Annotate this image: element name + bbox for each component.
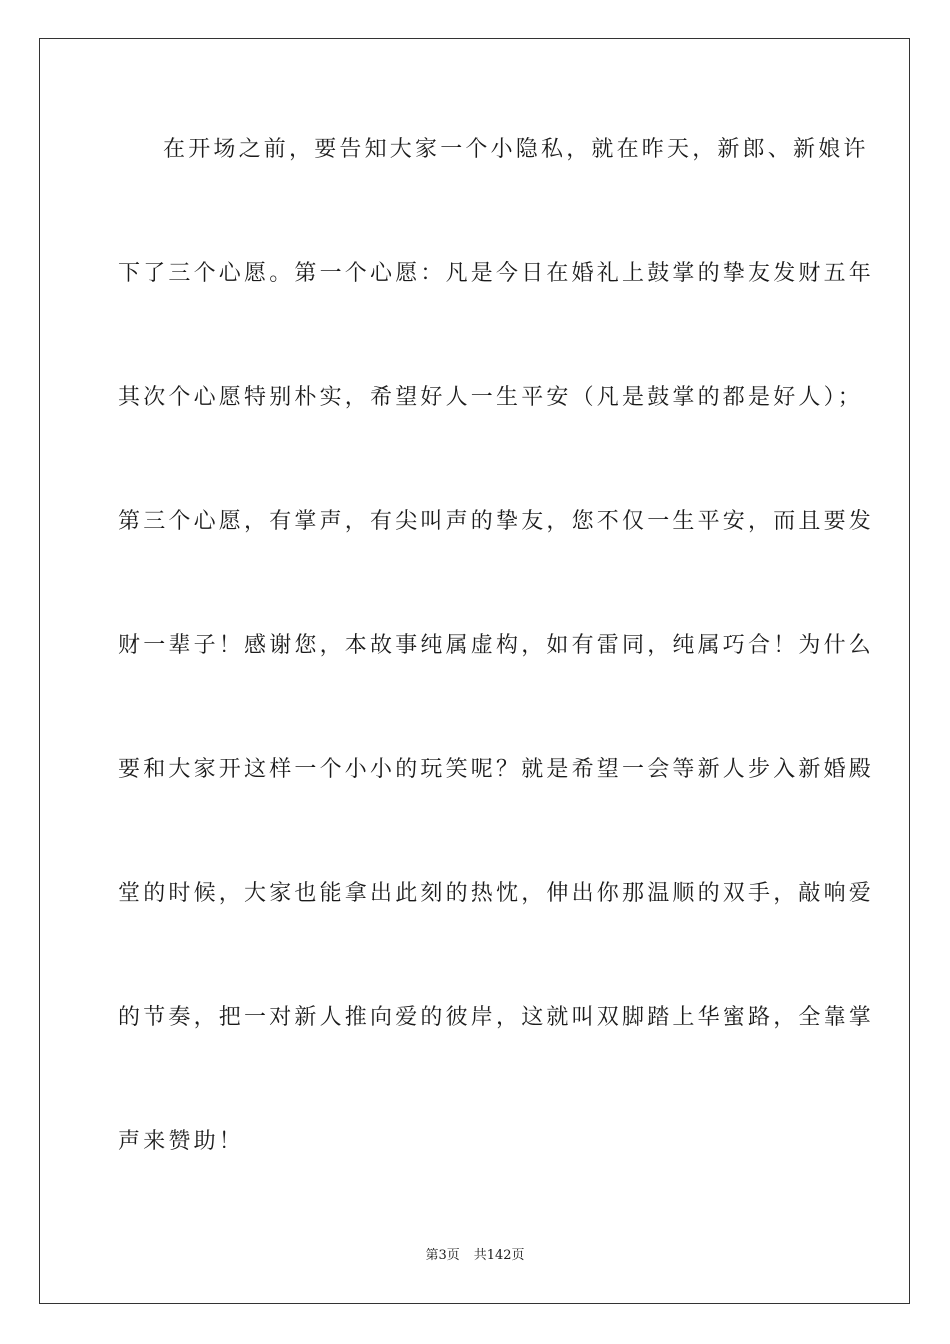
paragraph-line: 声来赞助！ xyxy=(118,1129,245,1154)
paragraph-line: 财一辈子！感谢您，本故事纯属虚构，如有雷同，纯属巧合！为什么 xyxy=(118,633,875,658)
paragraph-line: 第三个心愿，有掌声，有尖叫声的挚友，您不仅一生平安，而且要发 xyxy=(118,509,875,534)
paragraph-line: 其次个心愿特别朴实，希望好人一生平安（凡是鼓掌的都是好人）； xyxy=(118,385,864,410)
page-border xyxy=(39,38,910,1304)
paragraph-line: 的节奏，把一对新人推向爱的彼岸，这就叫双脚踏上华蜜路，全靠掌 xyxy=(118,1005,875,1030)
paragraph-line: 堂的时候，大家也能拿出此刻的热忱，伸出你那温顺的双手，敲响爱 xyxy=(118,881,875,906)
page-footer xyxy=(0,1247,950,1265)
paragraph-line: 在开场之前，要告知大家一个小隐私，就在昨天，新郎、新娘许 xyxy=(163,137,869,162)
paragraph-line: 下了三个心愿。第一个心愿：凡是今日在婚礼上鼓掌的挚友发财五年 xyxy=(118,261,875,286)
total-pages: 共142页 xyxy=(473,1248,525,1263)
paragraph-line: 要和大家开这样一个小小的玩笑呢？就是希望一会等新人步入新婚殿 xyxy=(118,757,875,782)
page-number: 第3页 xyxy=(425,1248,460,1263)
